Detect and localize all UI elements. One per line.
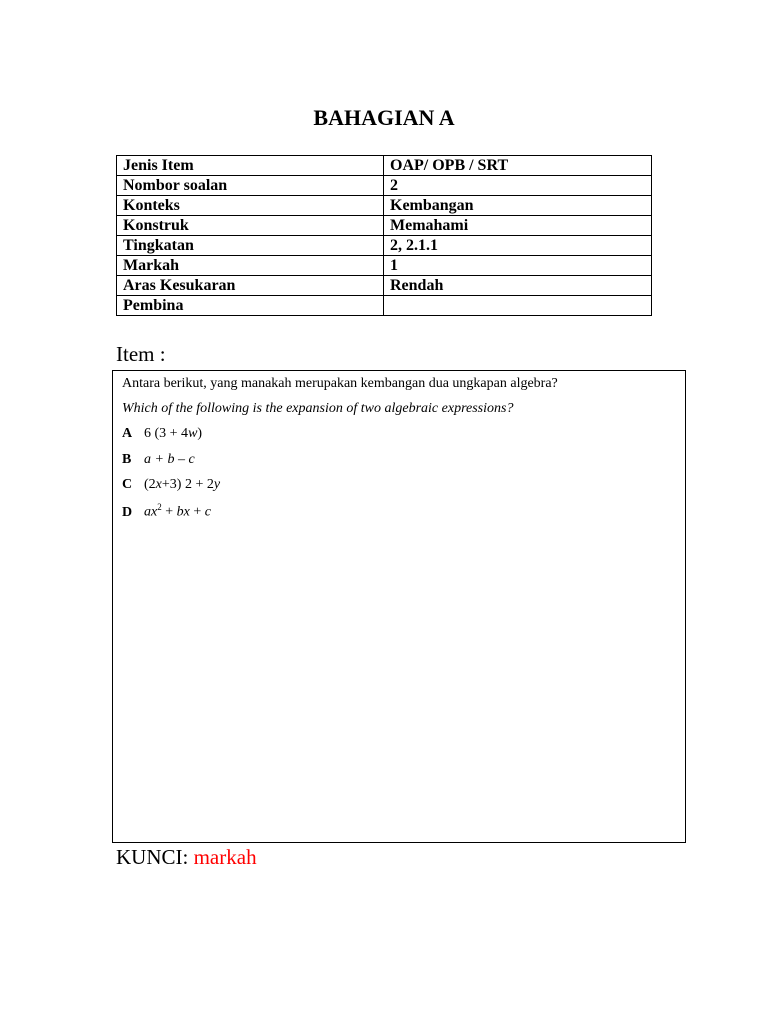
question-malay: Antara berikut, yang manakah merupakan kembangan dua ungkapan algebra?: [122, 376, 558, 391]
table-row: [117, 276, 652, 296]
meta-key: Konteks: [117, 196, 384, 216]
meta-value: 1: [384, 256, 652, 276]
option-letter: A: [122, 426, 133, 441]
item-box: [112, 370, 686, 843]
answer-key-label: KUNCI:: [116, 845, 189, 869]
item-label: Item :: [116, 342, 166, 366]
meta-value: Memahami: [384, 216, 652, 236]
answer-key-value: markah: [193, 845, 257, 869]
meta-value: OAP/ OPB / SRT: [384, 156, 652, 176]
option-text: 6 (3 + 4: [144, 426, 189, 441]
meta-key: Nombor soalan: [117, 176, 384, 196]
question-english: Which of the following is the expansion of two algebraic expressions?: [122, 401, 514, 416]
table-row: [117, 196, 652, 216]
meta-key: Konstruk: [117, 216, 384, 236]
option-variable: x: [155, 477, 162, 492]
meta-key: Aras Kesukaran: [117, 276, 384, 296]
option-text: ): [197, 426, 203, 441]
table-row: [117, 296, 652, 316]
option-variable: ax: [144, 504, 158, 520]
option-letter: C: [122, 477, 133, 492]
option-d: [122, 502, 211, 521]
meta-key: Markah: [117, 256, 384, 276]
option-b: [122, 452, 195, 468]
table-row: [117, 256, 652, 276]
option-text: +: [189, 504, 205, 520]
meta-value: 2, 2.1.1: [384, 236, 652, 256]
option-text: a + b – c: [144, 452, 195, 467]
option-text: +: [161, 504, 177, 520]
answer-key: [116, 845, 257, 870]
option-letter: B: [122, 452, 132, 467]
meta-value: Kembangan: [384, 196, 652, 216]
option-text: (2: [144, 477, 156, 492]
option-variable: bx: [176, 504, 190, 520]
meta-value: 2: [384, 176, 652, 196]
meta-key: Tingkatan: [117, 236, 384, 256]
option-variable: y: [213, 477, 221, 492]
option-variable: c: [204, 504, 211, 520]
table-row: [117, 216, 652, 236]
option-c: [122, 477, 220, 493]
option-exponent: 2: [157, 502, 162, 512]
item-metadata-table: [116, 155, 652, 316]
meta-value: Rendah: [384, 276, 652, 296]
option-a: [122, 426, 202, 442]
table-row: [117, 176, 652, 196]
option-variable: w: [188, 426, 198, 441]
meta-key: Pembina: [117, 296, 384, 316]
option-text: +3) 2 + 2: [161, 477, 214, 492]
table-row: [117, 156, 652, 176]
meta-key: Jenis Item: [117, 156, 384, 176]
option-letter: D: [122, 504, 133, 520]
section-title: BAHAGIAN A: [313, 105, 455, 130]
table-row: [117, 236, 652, 256]
meta-value: [384, 296, 652, 316]
